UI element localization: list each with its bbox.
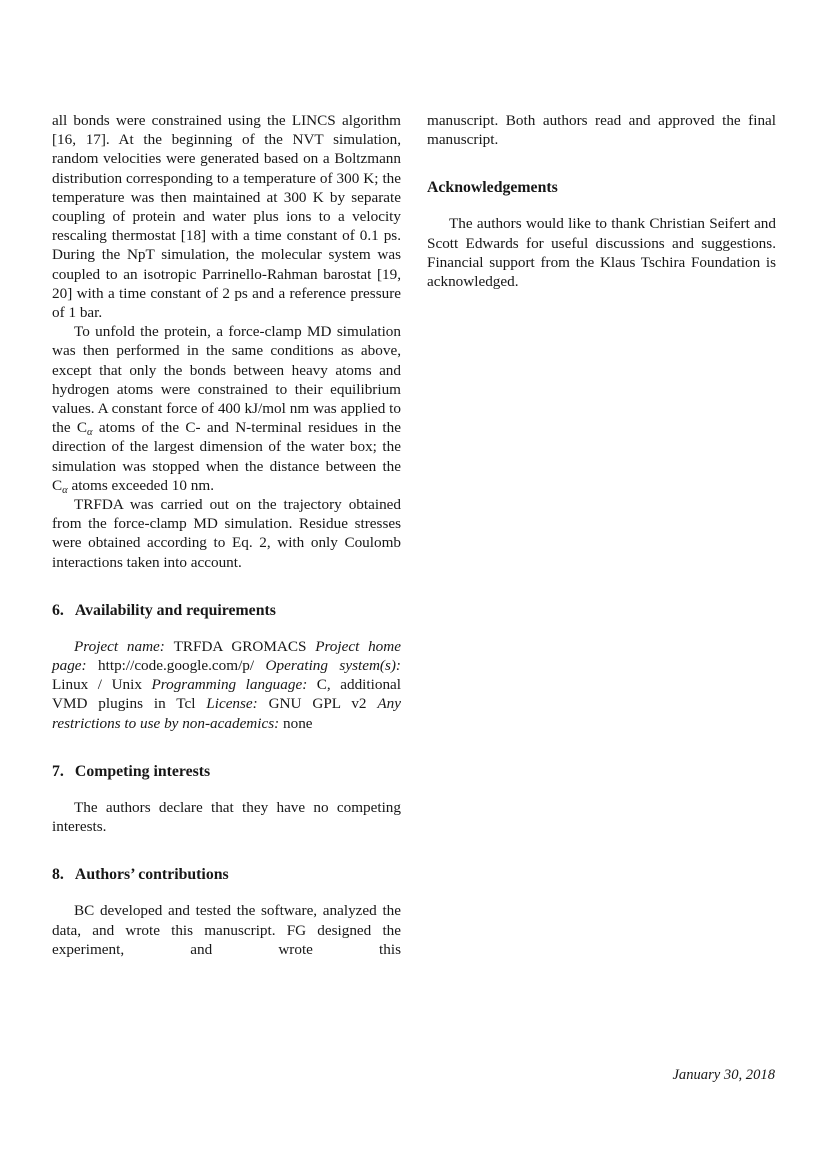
two-column-layout (52, 111, 776, 959)
paragraph-competing: The authors declare that they have no competing interests. (52, 798, 401, 836)
section-6-title: Availability and requirements (74, 601, 276, 619)
paragraph-md-setup: all bonds were constrained using the LINCS algorithm [16, 17]. At the beginning of the NVT simulation, random velocities were generated based on a Boltzmann distribution corresponding to a temperature of 300 K; the temperature was then maintained at 300 K by separate coupling of protein and water plus ions to a velocity rescaling thermostat [18] with a time constant of 0.1 ps. During the NpT simulation, the molecular system was coupled to an isotropic Parrinello-Rahman barostat [19, 20] with a time constant of 2 ps and a reference pressure of 1 bar. (52, 112, 401, 322)
section-8-title: Authors’ contributions (74, 866, 229, 884)
acknowledgements-title: Acknowledgements (427, 179, 558, 197)
section-6-heading (52, 601, 401, 620)
section-8-heading (52, 865, 401, 884)
section-7-heading (52, 762, 401, 781)
paragraph-trfda: TRFDA was carried out on the trajectory obtained from the force-clamp MD simulation. Residue stresses were obtained according to Eq. 2, with only Coulomb interactions taken into account. (52, 496, 401, 571)
paragraph-contributions-continued: manuscript. Both authors read and approved the final manuscript. (427, 112, 776, 149)
section-7-number: 7. (52, 762, 64, 780)
acknowledgements-heading (427, 178, 776, 197)
paragraph-availability: Project name: TRFDA GROMACS Project home page: http://code.google.com/p/ Operating system(s): Linux / Unix Programming language: C, additional VMD plugins in Tcl License: GNU GPL v2 Any restrictions to use by non-academics: none (52, 637, 401, 732)
right-column (427, 111, 776, 959)
paragraph-force-clamp: To unfold the protein, a force-clamp MD simulation was then performed in the same conditions as above, except that only the bonds between heavy atoms and hydrogen atoms were constrained to their equilibrium values. A constant force of 400 kJ/mol nm was applied to the $C_\alpha$ atoms of the C- and N-terminal residues in the direction of the largest dimension of the water box; the simulation was stopped when the distance between the $C_\alpha$ atoms exceeded 10 nm. (52, 323, 401, 496)
paragraph-contributions: BC developed and tested the software, analyzed the data, and wrote this manuscript. FG designed the experiment, and wrote this (52, 902, 401, 958)
paragraph-acknowledgements: The authors would like to thank Christian Seifert and Scott Edwards for useful discussions and suggestions. Financial support from the Klaus Tschira Foundation is acknowledged. (427, 215, 776, 291)
footer-date: January 30, 2018 (672, 1067, 775, 1083)
section-6-number: 6. (52, 601, 64, 619)
section-8-number: 8. (52, 866, 64, 884)
left-column (52, 111, 401, 959)
section-7-title: Competing interests (74, 762, 211, 780)
